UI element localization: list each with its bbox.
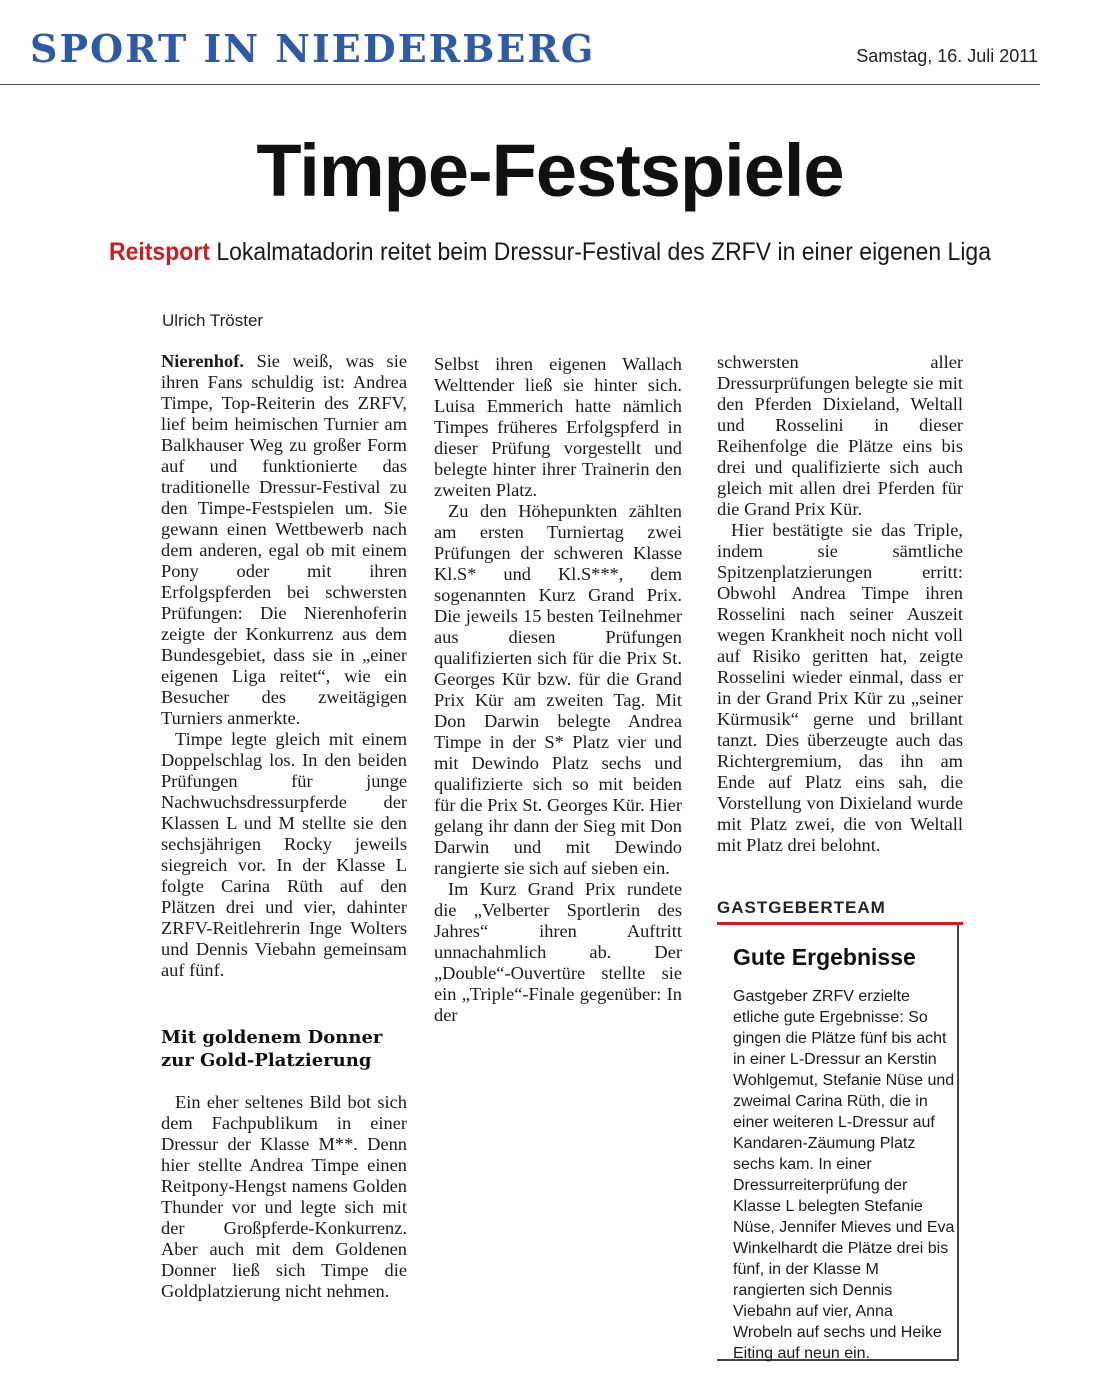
paragraph: Zu den Höhepunkten zählten am ersten Turniertag zwei Prüfungen der schweren Klasse Kl.S* und Kl.S***, dem sogenannten Kurz Grand Prix. Die jeweils 15 besten Teilnehmer aus diesen Prüfungen qualifizierten sich für die Prix St. Georges Kür bzw. für die Grand Prix Kür am zweiten Tag. Mit Don Darwin belegte Andrea Timpe in der S* Platz vier und mit Dewindo Platz sechs und qualifizierte sich so mit beiden für die Prix St. Georges Kür. Hier gelang ihr dann der Sieg mit Don Darwin und mit Dewindo rangierte sie sich auf sieben ein. xyxy=(434,501,682,878)
article-column-2 xyxy=(434,354,682,1026)
paragraph-text: Sie weiß, was sie ihren Fans schuldig ist: Andrea Timpe, Top-Reiterin des ZRFV, lief beim heimischen Turnier am Balkhauser Weg zu großer Form auf und funktionierte das traditionelle Dressur-Festival zu den Timpe-Festspielen um. Sie gewann einen Wettbewerb nach dem anderen, egal ob mit einem Pony oder mit ihren Erfolgspferden bei schwersten Prüfungen: Die Nierenhoferin zeigte der Konkurrenz aus dem Bundesgebiet, dass sie in „einer eigenen Liga reitet“, wie ein Besucher des zweitägigen Turniers anmerkte. xyxy=(161,351,407,728)
article-headline: Timpe-Festspiele xyxy=(256,129,844,212)
subheadline-text: Lokalmatadorin reitet beim Dressur-Festival des ZRFV in einer eigenen Liga xyxy=(216,238,992,266)
dateline: Nierenhof. xyxy=(161,351,244,371)
paragraph: Timpe legte gleich mit einem Doppelschlag los. In den beiden Prüfungen für junge Nachwuchsdressurpferde der Klassen L und M stellte sie den sechsjährigen Rocky jeweils siegreich vor. In der Klasse L folgte Carina Rüth auf den Plätzen drei und vier, dahinter ZRFV-Reitlehrerin Inge Wolters und Dennis Viebahn gemeinsam auf fünf. xyxy=(161,729,407,980)
issue-date: Samstag, 16. Juli 2011 xyxy=(856,46,1038,66)
article-column-1-continued xyxy=(161,1092,407,1302)
paragraph: Gastgeber ZRFV erzielte etliche gute Ergebnisse: So gingen die Plätze fünf bis acht in einer L-Dressur an Kerstin Wohlgemut, Stefanie Nüse und zweimal Carina Rüth, die in einer weiteren L-Dressur auf Kandaren-Zäumung Platz sechs kam. In einer Dressurreiterprüfung der Klasse L belegten Stefanie Nüse, Jennifer Mieves und Eva Winkelhardt die Plätze drei bis fünf, in der Klasse M rangierten sich Dennis Viebahn auf vier, Anna Wrobeln auf sechs und Heike Eiting auf neun ein. xyxy=(733,988,955,1362)
paragraph: schwersten aller Dressurprüfungen belegte sie mit den Pferden Dixieland, Weltall und Rosselini in dieser Reihenfolge die Plätze eins bis drei und qualifizierte sich auch gleich mit allen drei Pferden für die Grand Prix Kür. xyxy=(717,352,963,519)
sidebar-title: Gute Ergebnisse xyxy=(733,944,916,970)
author-byline: Ulrich Tröster xyxy=(162,311,264,330)
section-subtitle: Mit goldenem Donner zur Gold-Platzierung xyxy=(161,1027,383,1071)
sidebar-text xyxy=(733,986,955,1364)
section-masthead: SPORT IN NIEDERBERG xyxy=(30,26,596,71)
paragraph: Hier bestätigte sie das Triple, indem sie sämtliche Spitzenplatzierungen erritt: Obwohl Andrea Timpe ihren Rosselini nach seiner Auszeit wegen Krankheit noch nicht voll auf Risiko geritten hat, zeigte Rosselini wieder einmal, dass er in der Grand Prix Kür zu „seiner Kürmusik“ gerne und brillant tanzt. Dies überzeugte auch das Richtergremium, das ihn am Ende auf Platz eins sah, die Vorstellung von Dixieland wurde mit Platz zwei, die von Weltall mit Platz drei belohnt. xyxy=(717,520,963,855)
sidebar-label: GASTGEBERTEAM xyxy=(717,898,886,917)
paragraph xyxy=(161,351,407,729)
header-divider xyxy=(0,84,1040,85)
topic-kicker: Reitsport xyxy=(108,238,210,266)
article-column-3 xyxy=(717,352,963,856)
article-subheadline xyxy=(44,238,1056,267)
paragraph: Im Kurz Grand Prix rundete die „Velberter Sportlerin des Jahres“ ihren Auftritt unnachahmlich ab. Der „Double“-Ouvertüre stellte sie ein „Triple“-Finale gegenüber: In der xyxy=(434,879,682,1025)
paragraph: Ein eher seltenes Bild bot sich dem Fachpublikum in einer Dressur der Klasse M**. Denn hier stellte Andrea Timpe einen Reitpony-Hengst namens Golden Thunder vor und legte sich mit der Großpferde-Konkurrenz. Aber auch mit dem Goldenen Donner ließ sich Timpe die Goldplatzierung nicht nehmen. xyxy=(161,1092,407,1301)
paragraph: Selbst ihren eigenen Wallach Welttender ließ sie hinter sich. Luisa Emmerich hatte nämlich Timpes früheres Erfolgspferd in dieser Prüfung vorgestellt und belegte hinter ihrer Trainerin den zweiten Platz. xyxy=(434,354,682,500)
article-column-1 xyxy=(161,351,407,981)
